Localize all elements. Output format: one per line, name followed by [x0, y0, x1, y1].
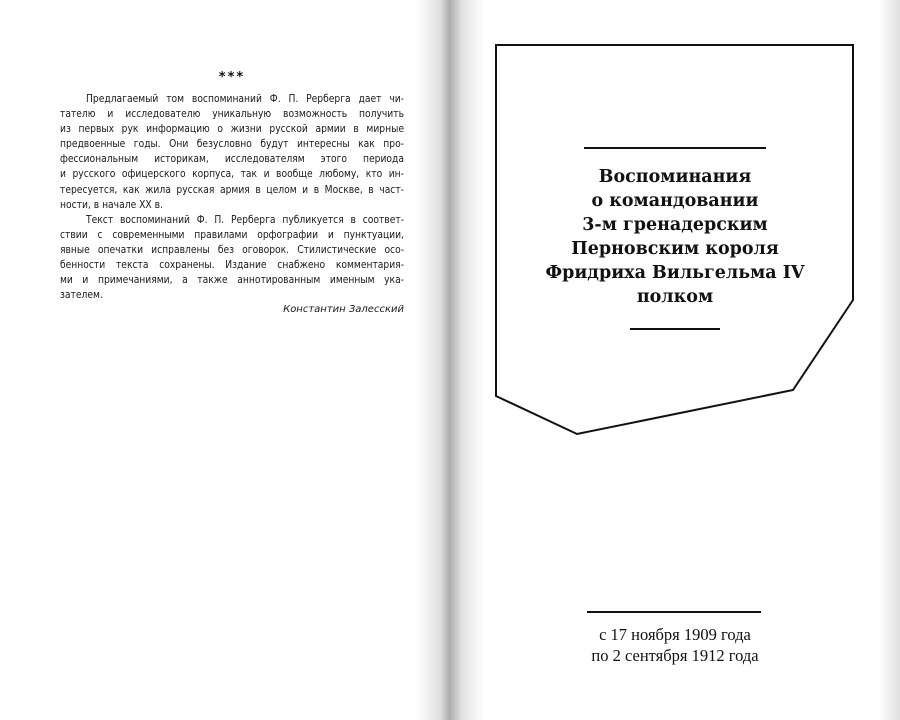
text-line: ности, в начале XX в.: [60, 199, 163, 211]
text-line: зателем.: [60, 290, 103, 302]
date-start: с 17 ноября 1909 года: [599, 625, 751, 644]
title-line: 3-м гренадерским: [582, 215, 768, 235]
date-range: [530, 624, 820, 666]
text-line: фессиональным историкам, исследователям этого периода: [60, 154, 404, 166]
book-title: [520, 165, 830, 309]
text-line: ствии с современными правилами орфографии и пунктуации,: [60, 229, 404, 241]
text-line: Предлагаемый том воспоминаний Ф. П. Рерберга дает чи-: [86, 94, 404, 105]
text-line: из первых рук информацию о жизни русской армии в мирные: [60, 124, 404, 136]
text-line: ми и примечаниями, а также аннотированным именным ука-: [60, 275, 404, 287]
gutter-shadow-left: [416, 0, 450, 720]
date-end: по 2 сентября 1912 года: [591, 646, 759, 665]
author-signature: Константин Залесский: [283, 304, 404, 315]
title-line: Фридриха Вильгельма IV: [545, 263, 805, 283]
title-line: о командовании: [591, 191, 759, 211]
text-line: тересуется, как жила русская армия в целом и в Москве, в част-: [60, 184, 404, 196]
dates-rule: [587, 611, 761, 613]
text-line: и русского офицерского корпуса, так и вообще любому, кто ин-: [60, 169, 404, 181]
title-rule-top: [584, 147, 766, 149]
text-line: явные опечатки исправлены без оговорок. Стилистические осо-: [60, 244, 404, 256]
title-line: полком: [636, 287, 714, 307]
title-rule-bottom: [630, 328, 720, 330]
intro-text: [60, 92, 404, 303]
text-line: бенности текста сохранены. Издание снабжено комментария-: [60, 260, 404, 272]
text-line: тателю и исследователю уникальную возможность получить: [60, 109, 404, 121]
section-separator: ***: [218, 70, 246, 85]
gutter-shadow-right: [450, 0, 484, 720]
text-line: предвоенные годы. Они безусловно будут интересны как про-: [60, 139, 404, 151]
right-page: [450, 0, 900, 720]
title-line: Воспоминания: [598, 167, 752, 187]
title-line: Перновским короля: [571, 239, 779, 259]
text-line: Текст воспоминаний Ф. П. Рерберга публикуется в соответ-: [86, 214, 404, 226]
page-edge-shadow: [878, 0, 900, 720]
